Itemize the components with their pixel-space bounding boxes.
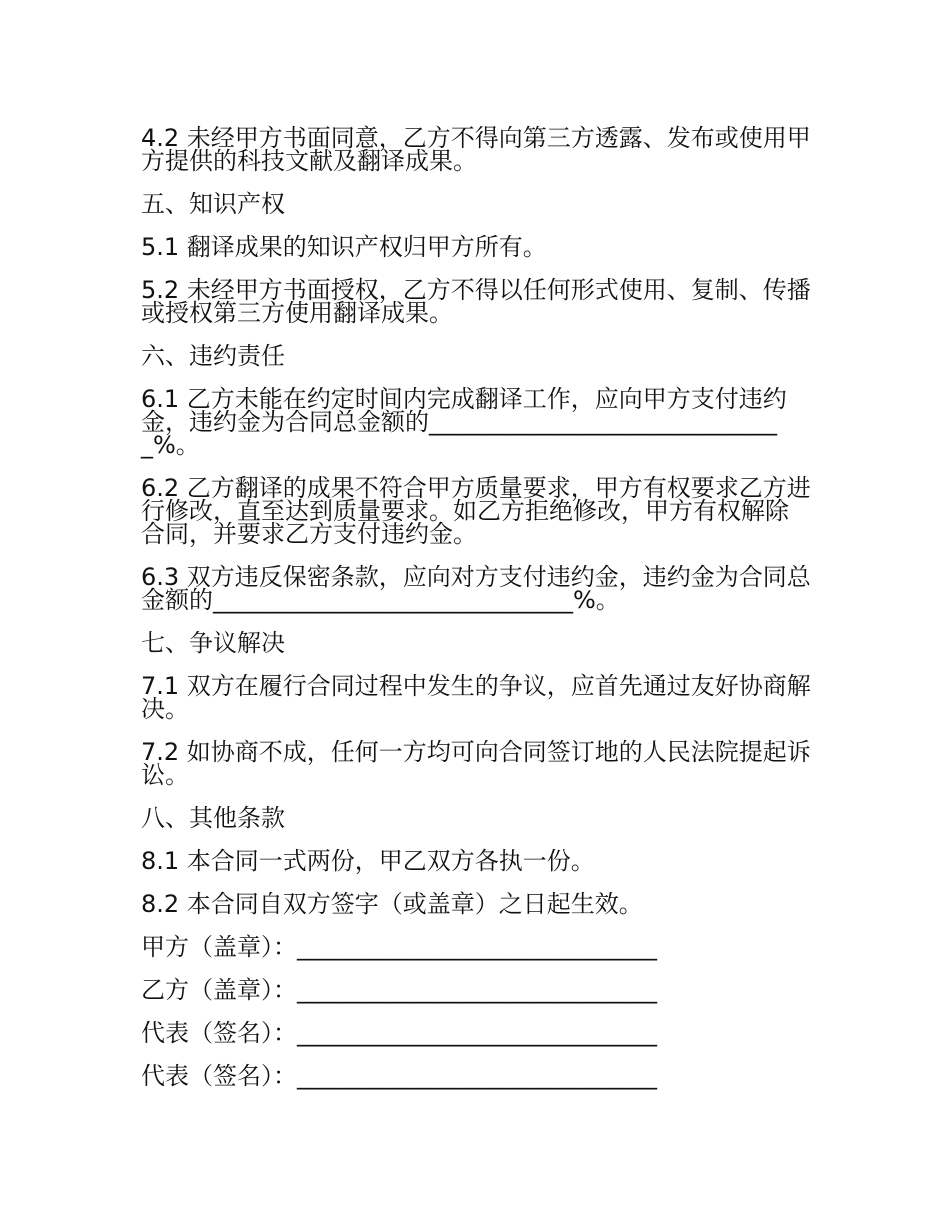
section-heading-intellectual-property: 五、知识产权 (141, 190, 285, 218)
signature-label: 代表（签名）： (141, 1019, 297, 1047)
clause-4-2: 4.2 未经甲方书面同意，乙方不得向第三方透露、发布或使用甲方提供的科技文献及翻译成果。 (141, 124, 811, 175)
signature-line: ______________________________ (297, 933, 657, 961)
signature-label: 甲方（盖章）： (141, 933, 297, 961)
clause-8-1: 8.1 本合同一式两份，甲乙双方各执一份。 (141, 847, 595, 875)
signature-line: ______________________________ (297, 1062, 657, 1090)
signature-row-representative-2 (141, 1062, 811, 1090)
clause-5-2: 5.2 未经甲方书面授权，乙方不得以任何形式使用、复制、传播或授权第三方使用翻译成果。 (141, 276, 811, 327)
clause-6-2: 6.2 乙方翻译的成果不符合甲方质量要求，甲方有权要求乙方进行修改，直至达到质量要求。如乙方拒绝修改，甲方有权解除合同，并要求乙方支付违约金。 (141, 474, 811, 548)
clause-7-2: 7.2 如协商不成，任何一方均可向合同签订地的人民法院提起诉讼。 (141, 738, 811, 789)
clause-7-1: 7.1 双方在履行合同过程中发生的争议，应首先通过友好协商解决。 (141, 672, 811, 723)
signature-row-party-b-seal (141, 976, 811, 1004)
clause-8-2: 8.2 本合同自双方签字（或盖章）之日起生效。 (141, 890, 643, 918)
signature-label: 代表（签名）： (141, 1062, 297, 1090)
signature-line: ______________________________ (297, 1019, 657, 1047)
section-heading-dispute-resolution: 七、争议解决 (141, 629, 285, 657)
signature-line: ______________________________ (297, 976, 657, 1004)
signature-row-party-a-seal (141, 933, 811, 961)
clause-6-1: 6.1 乙方未能在约定时间内完成翻译工作，应向甲方支付违约金，违约金为合同总金额的______________________________%。 (141, 385, 787, 459)
section-heading-breach-liability: 六、违约责任 (141, 342, 285, 370)
signature-label: 乙方（盖章）： (141, 976, 297, 1004)
contract-page (141, 124, 811, 1108)
clause-6-3: 6.3 双方违反保密条款，应向对方支付违约金，违约金为合同总金额的______________________________%。 (141, 563, 811, 614)
signature-row-representative-1 (141, 1019, 811, 1047)
section-heading-other-terms: 八、其他条款 (141, 804, 285, 832)
clause-5-1: 5.1 翻译成果的知识产权归甲方所有。 (141, 233, 547, 261)
